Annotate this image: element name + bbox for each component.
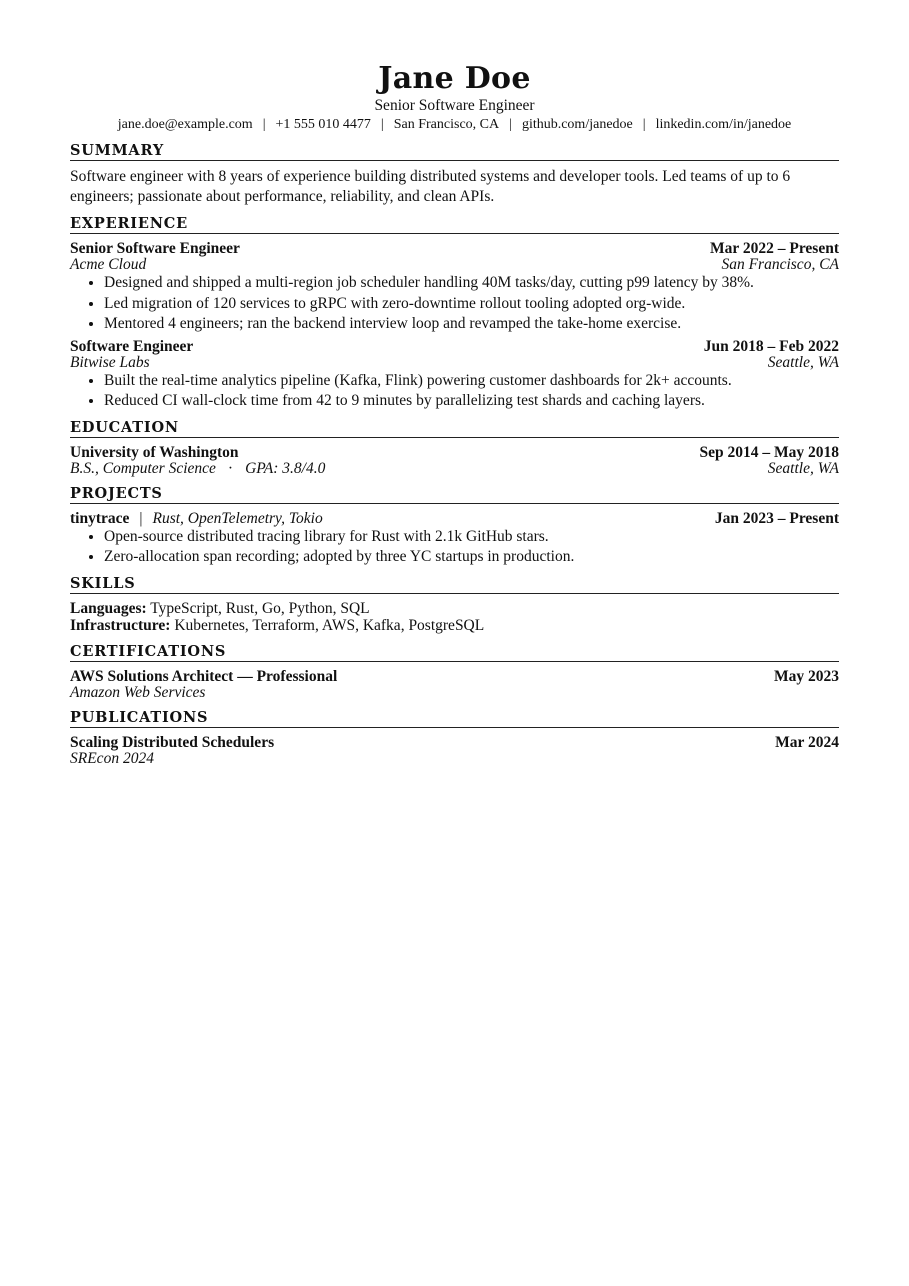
entry-header (70, 338, 839, 355)
skills-label: Languages: (70, 599, 147, 617)
entry-subheader (70, 685, 839, 701)
entry-subheader (70, 355, 839, 371)
contact-separator: | (380, 117, 384, 132)
project-name: tinytrace (70, 509, 130, 527)
entry-subheader (70, 751, 839, 767)
publication-date: Mar 2024 (775, 733, 839, 751)
skills-section (70, 575, 839, 635)
certification-date: May 2023 (773, 667, 839, 685)
education-dates: Sep 2014 – May 2018 (699, 443, 839, 461)
contact-separator: | (262, 117, 266, 132)
publications-section (70, 709, 839, 767)
bullet-item: • Built the real-time analytics pipeline (Kafka, Flink) powering customer dashboards for 2k+ accounts. (104, 371, 839, 391)
experience-section (70, 215, 839, 411)
job-location: San Francisco, CA (721, 256, 839, 273)
education-section (70, 419, 839, 477)
experience-entry (70, 240, 839, 334)
entry-header (70, 444, 839, 461)
resume-header (70, 62, 839, 134)
job-dates: Mar 2022 – Present (710, 240, 839, 257)
education-entry (70, 444, 839, 477)
publication-title: Scaling Distributed Schedulers (70, 733, 275, 751)
contact-separator: | (642, 117, 646, 132)
certification-issuer: Amazon Web Services (70, 683, 206, 701)
entry-subheader (70, 461, 839, 477)
bullet-list (70, 273, 839, 334)
entry-header (70, 734, 839, 751)
bullet-item: • Reduced CI wall-clock time from 42 to 9 minutes by parallelizing test shards and caching layers. (104, 391, 839, 411)
job-role: Senior Software Engineer (70, 240, 240, 257)
degree-line (70, 461, 325, 477)
section-heading: EXPERIENCE (70, 215, 839, 234)
bullet-item: • Open-source distributed tracing library for Rust with 2.1k GitHub stars. (104, 527, 839, 547)
bullet-item: • Zero-allocation span recording; adopted by three YC startups in production. (104, 547, 839, 567)
certification-entry (70, 668, 839, 701)
publication-venue: SREcon 2024 (70, 749, 154, 767)
job-location: Seattle, WA (767, 353, 839, 371)
summary-section (70, 142, 839, 207)
job-dates: Jun 2018 – Feb 2022 (703, 337, 839, 355)
email-link[interactable]: jane.doe@example.com (117, 117, 253, 132)
candidate-name: Jane Doe (378, 61, 531, 96)
school-name: University of Washington (70, 443, 239, 461)
section-heading: SKILLS (70, 575, 839, 594)
bullet-item: • Mentored 4 engineers; ran the backend interview loop and revamped the take-home exercise. (104, 314, 839, 334)
skills-value: Kubernetes, Terraform, AWS, Kafka, PostgreSQL (174, 617, 485, 634)
bullet-item: • Led migration of 120 services to gRPC with zero-downtime rollout tooling adopted org-wide. (104, 294, 839, 314)
project-title-line (70, 510, 323, 527)
dot-separator: · (227, 459, 234, 477)
project-tech: Rust, OpenTelemetry, Tokio (152, 509, 323, 527)
section-heading: PROJECTS (70, 485, 839, 504)
company-name: Acme Cloud (70, 256, 147, 273)
contact-separator: | (509, 117, 512, 132)
phone-text: +1 555 010 4477 (275, 117, 371, 132)
location-text: San Francisco, CA (393, 117, 500, 132)
linkedin-link[interactable]: linkedin.com/in/janedoe (655, 117, 792, 132)
candidate-title: Senior Software Engineer (374, 97, 535, 114)
experience-entry (70, 338, 839, 411)
certifications-section (70, 643, 839, 701)
summary-text: Software engineer with 8 years of experience building distributed systems and developer tools. Led teams of up to 6 engineers; passionate about performance, reliability, and clean APIs. (70, 168, 791, 205)
bullet-item: • Designed and shipped a multi-region job scheduler handling 40M tasks/day, cutting p99 latency by 38%. (104, 273, 839, 293)
project-separator: | (139, 509, 143, 527)
bullet-list (70, 371, 839, 411)
project-dates: Jan 2023 – Present (714, 509, 839, 527)
bullet-list (70, 527, 839, 567)
projects-section (70, 485, 839, 567)
skills-label: Infrastructure: (70, 617, 171, 634)
entry-header (70, 240, 839, 257)
entry-header (70, 510, 839, 527)
publication-entry (70, 734, 839, 767)
certification-name: AWS Solutions Architect — Professional (70, 667, 338, 685)
company-name: Bitwise Labs (70, 353, 150, 371)
section-heading: EDUCATION (70, 419, 839, 438)
gpa-text: GPA: 3.8/4.0 (245, 459, 326, 477)
section-heading: PUBLICATIONS (70, 709, 839, 728)
degree-text: B.S., Computer Science (70, 459, 216, 477)
contact-line (75, 115, 835, 134)
section-heading: CERTIFICATIONS (70, 643, 839, 662)
section-heading: SUMMARY (70, 142, 839, 161)
skills-value: TypeScript, Rust, Go, Python, SQL (150, 599, 370, 617)
entry-header (70, 668, 839, 685)
skills-line (70, 617, 839, 635)
education-location: Seattle, WA (767, 459, 839, 477)
entry-subheader (70, 257, 839, 273)
skills-line (70, 600, 839, 618)
job-role: Software Engineer (70, 337, 194, 355)
github-link[interactable]: github.com/janedoe (521, 117, 633, 132)
project-entry (70, 510, 839, 567)
